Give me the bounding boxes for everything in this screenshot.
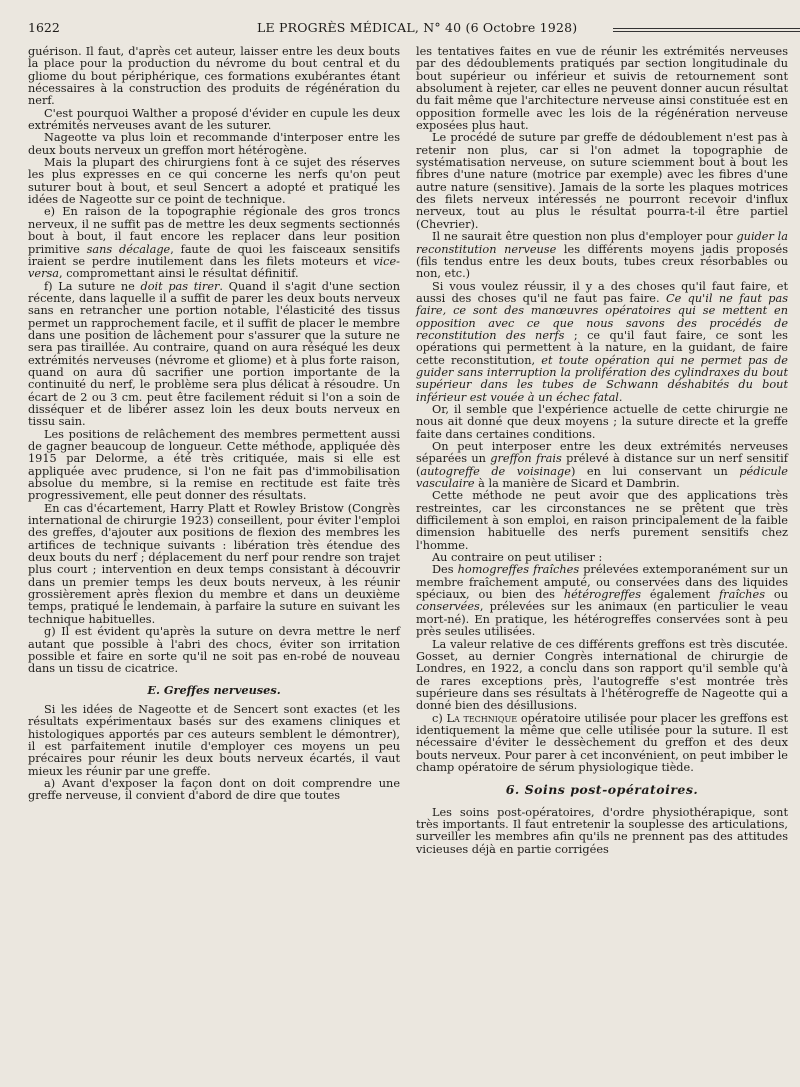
- text-run: Si vous voulez réussir, il y a des choses qu'il faut faire, et aussi des choses qu'il ne faut pas faire.: [416, 279, 788, 305]
- text-run: Des: [432, 563, 458, 577]
- paragraph: [416, 231, 788, 280]
- italic-text: guider la reconstitution nerveuse: [416, 230, 788, 256]
- text-run: ou: [765, 588, 788, 602]
- text-run: les différents moyens jadis proposés (fils tendus entre les deux bouts, tubes creux résorbables ou non, etc.): [416, 242, 788, 281]
- paragraph: guérison. Il faut, d'après cet auteur, laisser entre les deux bouts la place pour la production du névrome du bout central et du gliome du bout périphérique, ces formations exubérantes étant nécessaires à la construction des produits de régénération du nerf.: [28, 45, 400, 108]
- running-header: [28, 20, 790, 46]
- text-run: , compromettant ainsi le résultat définitif.: [59, 267, 299, 281]
- text-run: , faute de quoi les faisceaux sensitifs iraient se perdre inutilement dans les filets moteurs et: [28, 242, 400, 268]
- italic-text: fraîches: [719, 588, 766, 602]
- paragraph: [416, 713, 788, 775]
- paragraph: En cas d'écartement, Harry Platt et Rowley Bristow (Congrès international de chirurgie 1923) conseillent, pour éviter l'emploi des greffes, d'ajouter aux positions de flexion des membres les artifices de technique suivants : libération très étendue des deux bouts du nerf ; déplacement du nerf pour rendre son trajet plus court ; intervention en deux temps consistant à découvrir dans un premier temps les deux bouts nerveux, à les réunir grossièrement après flexion du membre et dans un deuxième temps, pratiqué le lendemain, à parfaire la suture en suivant les technique habituelles.: [28, 501, 400, 626]
- header-rule: [613, 28, 800, 32]
- text-run: Il ne saurait être question non plus d'employer pour: [432, 230, 737, 244]
- text-run: ; ce qu'il faut faire, ce sont les opérations qui permettent à la nature, en la guidant, de faire cette reconstitution,: [416, 328, 788, 367]
- paragraph: C'est pourquoi Walther a proposé d'évider en cupule les deux extrémités nerveuses avant de les suturer.: [28, 106, 400, 133]
- italic-text: et toute opération qui ne permet pas de guider sans interruption la prolifération des cylindraxes du bout supérieur dans les tubes de Schwann déshabités du bout inférieur est vouée à un échec fatal.: [416, 353, 788, 404]
- paragraph: Si les idées de Nageotte et de Sencert sont exactes (et les résultats expérimentaux basés sur des examens cliniques et histologiques apportés par ces auteurs semblent le démontrer), il est parfaitement inutile d'employer ces moyens un peu précaires pour réunir les deux bouts nerveux écartés, il vaut mieux les réunir par une greffe.: [28, 702, 400, 778]
- text-run: c): [432, 711, 447, 725]
- paragraph: les tentatives faites en vue de réunir les extrémités nerveuses par des dédoublements pratiqués par section longitudinale du bout supérieur ou inférieur et suivis de retournement sont absolument à rejeter, car elles ne peuvent donner aucun résultat du fait même que l'architecture nerveuse ainsi constituée est en opposition formelle avec les lois de la régénération nerveuse exposées plus haut.: [416, 45, 789, 133]
- text-run: prélevé à distance sur un nerf sensitif (: [416, 452, 788, 478]
- paragraph: [416, 564, 788, 638]
- text-run: à la manière de Sicard et Dambrin.: [474, 477, 680, 491]
- article-body: [28, 46, 788, 856]
- page-number: 1622: [28, 20, 60, 35]
- paragraph: [416, 281, 788, 404]
- text-run: On peut interposer entre les deux extrémités nerveuses séparées un: [416, 440, 788, 466]
- paragraph: Nageotte va plus loin et recommande d'interposer entre les deux bouts nerveux un greffon mort hétérogène.: [28, 131, 400, 157]
- italic-text: conservées: [416, 600, 480, 614]
- paragraph: [28, 206, 400, 280]
- text-run: ) en lui conservant un: [570, 464, 740, 478]
- section-heading: E. Greffes nerveuses.: [147, 682, 281, 697]
- paragraph: [416, 441, 788, 490]
- paragraph: Les soins post-opératoires, d'ordre physiothérapique, sont très importants. Il faut entretenir la souplesse des articulations, surveiller les membres afin qu'ils ne prennent pas des attitudes vicieuses déjà en partie corrigées: [416, 805, 788, 856]
- italic-text: homogreffes fraîches: [457, 563, 580, 577]
- text-run: prélevées extemporanément sur un membre fraîchement amputé, ou conservées dans des liquides spéciaux, ou bien des: [416, 563, 788, 602]
- paragraph: g) Il est évident qu'après la suture on devra mettre le nerf autant que possible à l'abri des chocs, éviter son irritation possible et faire en sorte qu'il ne soit pas en-robé de nouveau dans un tissu de cicatrice.: [28, 625, 400, 676]
- text-run: également: [641, 588, 719, 602]
- small-caps-text: La technique: [446, 711, 518, 725]
- italic-text: sans décalage: [86, 242, 171, 256]
- text-run: , prélevées sur les animaux (en particulier le veau mort-né). En pratique, les hétérogreffes conservées sont à peu près seules utilisées.: [416, 600, 788, 639]
- paragraph: [28, 281, 400, 429]
- text-run: e) En raison de la topographie régionale des gros troncs nerveux, il ne suffit pas de mettre les deux segments sectionnés bout à bout, il faut encore les replacer dans leur position primitive: [28, 205, 400, 256]
- italic-text: autogreffe de voisinage: [420, 464, 571, 478]
- text-run: . Quand il s'agit d'une section récente, dans laquelle il a suffit de parer les deux bouts nerveux sans en retrancher une portion notable, l'élasticité des tissus permet un rapprochement facile, et il suffit de placer le membre dans une position de lâchement pour s'assurer que la suture ne sera pas tiraillée. Au contraire, quand on aura réséqué les deux extrémités nerveuses (névrome et gliome) et à plus forte raison, quand on aura dû sacrifier une portion importante de la continuité du nerf, le problème sera plus délicat à résoudre. Un écart de 2 ou 3 cm. peut être facilement réduit si l'on a soin de disséquer et de libérer assez loin les deux bouts nerveux en tissu sain.: [28, 279, 401, 429]
- text-run: opératoire utilisée pour placer les greffons est identiquement la même que celle utilisée pour la suture. Il est nécessaire d'éviter le dessèchement du greffon et des deux bouts nerveux. Pour parer à cet inconvénient, on peut imbiber le champ opératoire de sérum physiologique tiède.: [416, 711, 789, 774]
- paragraph: Mais la plupart des chirurgiens font à ce sujet des réserves les plus expresses en ce qui concerne les nerfs qu'on peut suturer bout à bout, et seul Sencert a adopté et pratiqué les idées de Nageotte sur ce point de technique.: [28, 156, 400, 207]
- paragraph: Cette méthode ne peut avoir que des applications très restreintes, car les circonstances ne se prêtent que très difficilement à son emploi, en raison principalement de la faible dimension habituelle des nerfs purement sensitifs chez l'homme.: [416, 489, 788, 552]
- italic-text: Ce qu'il ne faut pas faire, ce sont des manœuvres opératoires qui se mettent en opposition avec ce que nous savons des procédés de reconstitution des nerfs: [416, 291, 788, 342]
- italic-text: doit pas tirer: [140, 279, 220, 293]
- section-heading: 6. Soins post-opératoires.: [505, 782, 699, 798]
- journal-title: LE PROGRÈS MÉDICAL, N° 40 (6 Octobre 1928): [257, 20, 578, 35]
- paragraph: La valeur relative de ces différents greffons est très discutée. Gosset, au dernier Congrès international de chirurgie de Londres, en 1922, a conclu dans son rapport qu'il semble qu'à de rares exceptions près, l'autogreffe s'est montrée très supérieure dans ses résultats à l'hétérogreffe de Nageotte qui a donné bien des désillusions.: [416, 637, 788, 713]
- italic-text: greffon frais: [490, 452, 562, 466]
- text-run: f) La suture ne: [44, 279, 141, 293]
- paragraph: a) Avant d'exposer la façon dont on doit comprendre une greffe nerveuse, il convient d'abord de dire que toutes: [28, 776, 400, 803]
- paragraph: Les positions de relâchement des membres permettent aussi de gagner beaucoup de longueur. Cette méthode, appliquée dès 1915 par Delorme, a été très critiquée, mais si elle est appliquée avec prudence, si l'on ne fait pas d'immobilisation absolue du membre, si la remise en rectitude est faite très progressivement, elle peut donner des résultats.: [28, 427, 400, 503]
- italic-text: pédicule vasculaire: [416, 464, 788, 491]
- paragraph: Le procédé de suture par greffe de dédoublement n'est pas à retenir non plus, car si l'on admet la topographie de systématisation nerveuse, on suture sciemment bout à bout les fibres d'une nature (motrice par exemple) avec les fibres d'une autre nature (sensitive). Jamais de la sorte les plaques motrices des filets nerveux intéressés ne pourront recevoir d'influx nerveux, tout au plus le résultat pourra-t-il être partiel (Chevrier).: [416, 131, 788, 231]
- paragraph: Au contraire on peut utiliser :: [432, 551, 603, 565]
- italic-text: vice-versa: [28, 254, 400, 281]
- italic-text: hétérogreffes: [563, 588, 642, 602]
- left-column: [28, 46, 400, 856]
- right-column: [416, 46, 788, 856]
- paragraph: Or, il semble que l'expérience actuelle de cette chirurgie ne nous ait donné que deux moyens ; la suture directe et la greffe faite dans certaines conditions.: [416, 402, 788, 441]
